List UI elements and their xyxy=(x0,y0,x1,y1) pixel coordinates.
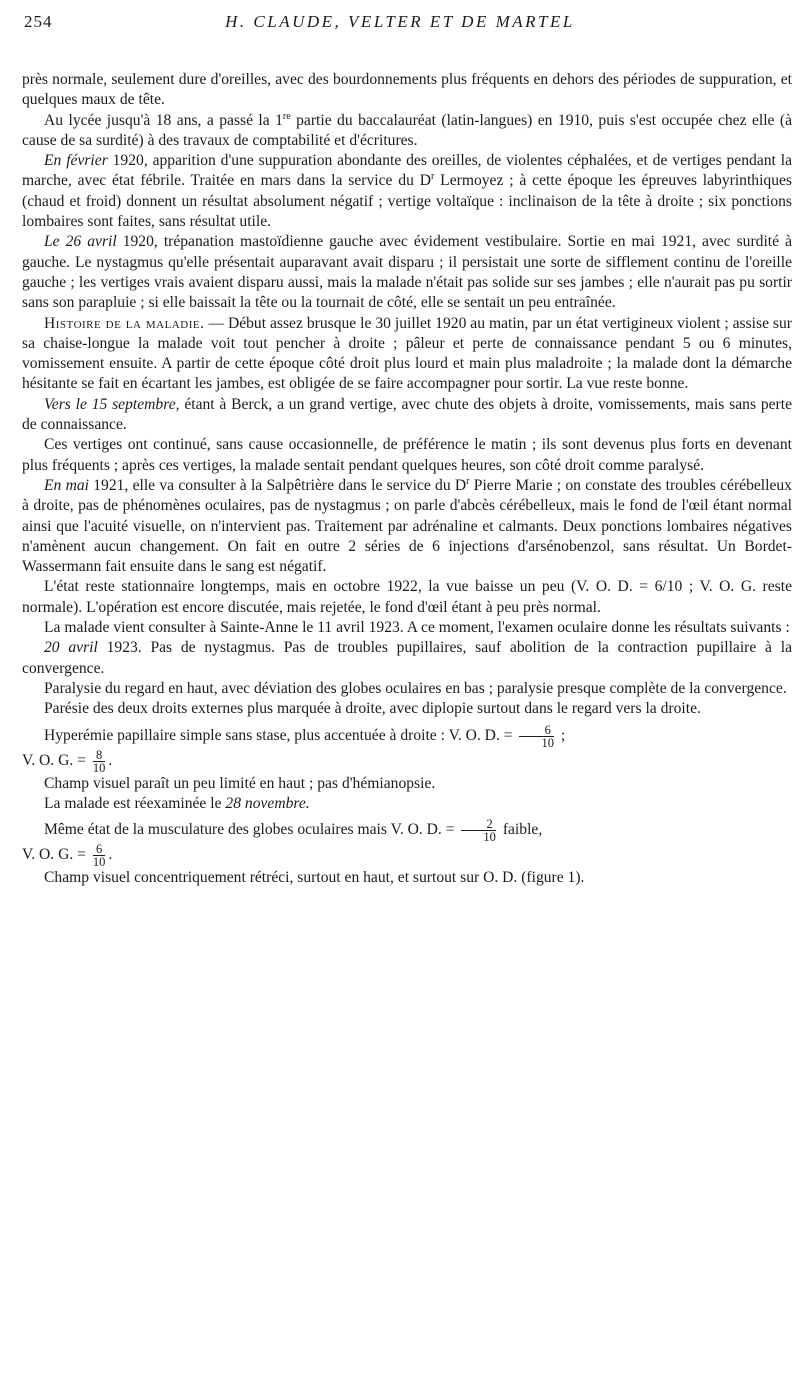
fraction-denominator: 10 xyxy=(92,760,106,775)
fraction-numerator: 8 xyxy=(93,749,106,762)
fraction-numerator: 6 xyxy=(519,724,554,737)
paragraph-text: La malade vient consulter à Sainte-Anne le 11 avril 1923. A ce moment, l'examen oculaire donne les résultats suivants : xyxy=(44,619,790,637)
paragraph-8 xyxy=(22,476,792,577)
paragraph-text: 1923. Pas de nystagmus. Pas de troubles pupillaires, sauf abolition de la contraction pupillaire à la convergence. xyxy=(22,639,792,677)
paragraph-text: partie du baccalauréat (latin-langues) en 1910, puis s'est occupée chez elle (à cause de sa surdité) à des travaux de comptabilité et d'écritures. xyxy=(22,111,792,149)
paragraph-text: La malade est réexaminée le xyxy=(44,794,226,812)
paragraph-15 xyxy=(22,774,792,794)
paragraph-text: Champ visuel paraît un peu limité en haut ; pas d'hémianopsie. xyxy=(44,774,436,792)
paragraph-text: 1920, trépanation mastoïdienne gauche avec évidement vestibulaire. Sortie en mai 1921, avec surdité à gauche. Le nystagmus qu'elle présentait auparavant avait disparu ; il persistait une sorte de sifflement continu de l'oreille gauche ; les vertiges vrais avaient disparu aussi, mais la malade n'était pas solide sur ses jambes ; elle n'aurait pas pu sortir sans son parapluie ; si elle baissait la tête ou la tournait de côté, elle se sentait un peu entraînée. xyxy=(22,233,793,312)
paragraph-4 xyxy=(22,232,792,313)
fraction xyxy=(93,749,106,774)
paragraph-text: V. O. G. = xyxy=(22,846,90,864)
paragraph-text: Pierre Marie ; on constate des troubles cérébelleux à droite, pas de phénomènes oculaires, pas de nystagmus ; on parle d'abcès cérébelleux, mais le fond de l'œil étant normal ainsi que l'acuité visuelle, on n'intervient pas. Traitement par adrénaline et calmants. Deux ponctions lombaires négatives n'amènent aucun changement. On fait en outre 2 séries de 6 injections d'arsénobenzol, sans résultat. Un Bordet-Wassermann fait ensuite dans le sang est négatif. xyxy=(22,476,792,576)
paragraph-6 xyxy=(22,395,792,436)
date-lead: Le 26 avril xyxy=(44,233,117,251)
fraction-denominator: 10 xyxy=(483,830,496,845)
paragraph-5 xyxy=(22,314,792,395)
paragraph-text: ; xyxy=(556,726,566,744)
paragraph-10 xyxy=(22,618,792,638)
paragraph-13 xyxy=(22,699,792,719)
paragraph-text: Paralysie du regard en haut, avec déviation des globes oculaires en bas ; paralysie presque complète de la convergence. xyxy=(44,679,787,697)
fraction xyxy=(93,843,106,868)
paragraph-text: Ces vertiges ont continué, sans cause occasionnelle, de préférence le matin ; ils sont devenus plus forts en devenant plus fréquents ; après ces vertiges, la malade sentait pendant quelques heures, son côté droit comme paralysé. xyxy=(22,436,792,474)
paragraph-text: L'état reste stationnaire longtemps, mais en octobre 1922, la vue baisse un peu (V. O. D. = 6/10 ; V. O. G. reste normale). L'opération est encore discutée, mais rejetée, le fond d'œil étant à peu près normal. xyxy=(22,578,792,616)
section-heading: Histoire de la maladie. xyxy=(44,314,205,332)
paragraph-text: Au lycée jusqu'à 18 ans, a passé la 1 xyxy=(44,111,283,129)
paragraph-12 xyxy=(22,679,792,699)
paragraph-7 xyxy=(22,435,792,476)
fraction-numerator: 6 xyxy=(93,843,106,856)
paragraph-text: V. O. G. = xyxy=(22,751,90,769)
paragraph-14-continued xyxy=(22,749,792,774)
superscript: re xyxy=(282,110,291,122)
fraction-denominator: 10 xyxy=(541,735,554,750)
date-lead: En février xyxy=(44,152,108,170)
paragraph-2 xyxy=(22,111,792,152)
page-body xyxy=(22,70,792,888)
paragraph-1 xyxy=(22,70,792,111)
fraction xyxy=(461,818,496,843)
paragraph-text: 1920, apparition d'une suppuration abondante des oreilles, de violentes céphalées, et de vertiges pendant la marche, avec état fébrile. Traitée en mars dans la service du D xyxy=(22,152,792,190)
date-lead: En mai xyxy=(44,476,89,494)
paragraph-text: Lermoyez ; à cette époque les épreuves labyrinthiques (chaud et froid) donnent un résultat absolument négatif ; vertige voltaïque : inclinaison de la tête à droite ; six ponctions lombaires sont faites, sans résultat utile. xyxy=(22,172,792,231)
paragraph-text: Parésie des deux droits externes plus marquée à droite, avec diplopie surtout dans le regard vers la droite. xyxy=(44,700,701,718)
paragraph-text: Même état de la musculature des globes oculaires mais V. O. D. = xyxy=(44,821,459,839)
paragraph-text: près normale, seulement dure d'oreilles, avec des bourdonnements plus fréquents en dehors des périodes de suppuration, et quelques maux de tête. xyxy=(22,71,792,109)
running-title: H. CLAUDE, VELTER ET DE MARTEL xyxy=(225,12,575,31)
date-lead: 28 novembre. xyxy=(225,794,310,812)
date-lead: Vers le 15 septembre, xyxy=(44,395,180,413)
paragraph-text: . xyxy=(108,846,113,864)
page-number: 254 xyxy=(24,12,53,31)
paragraph-14 xyxy=(22,724,792,749)
paragraph-17-continued xyxy=(22,843,792,868)
paragraph-text: Hyperémie papillaire simple sans stase, plus accentuée à droite : V. O. D. = xyxy=(44,726,517,744)
paragraph-text: faible, xyxy=(498,821,543,839)
fraction xyxy=(519,724,554,749)
paragraph-text: — Début assez brusque le 30 juillet 1920 au matin, par un état vertigineux violent ; assise sur sa chaise-longue la malade voit tout pencher à droite ; pâleur et perte de connaissance pendant 5 ou 6 minutes, vomissement ensuite. A partir de cette époque côté droit plus lourd et main plus maladroite ; la malade dont la démarche hésitante se fait en écartant les jambes, est obligée de se faire accompagner pour sortir. La vue reste bonne. xyxy=(22,314,792,393)
paragraph-text: étant à Berck, a un grand vertige, avec chute des objets à droite, vomissements, mais sans perte de connaissance. xyxy=(22,395,792,434)
paragraph-9 xyxy=(22,577,792,618)
fraction-denominator: 10 xyxy=(92,855,106,870)
paragraph-16 xyxy=(22,794,792,814)
date-lead: 20 avril xyxy=(44,639,98,657)
page-header xyxy=(24,12,776,40)
superscript: r xyxy=(430,171,435,183)
fraction-numerator: 2 xyxy=(461,818,496,831)
paragraph-17 xyxy=(22,818,792,843)
paragraph-3 xyxy=(22,151,792,232)
paragraph-text: 1921, elle va consulter à la Salpêtrière dans le service du D xyxy=(88,476,467,494)
paragraph-18 xyxy=(22,868,792,888)
paragraph-text: . xyxy=(108,751,113,769)
paragraph-text: Champ visuel concentriquement rétréci, surtout en haut, et surtout sur O. D. (figure 1). xyxy=(44,869,585,887)
superscript: r xyxy=(466,475,470,487)
paragraph-11 xyxy=(22,638,792,679)
